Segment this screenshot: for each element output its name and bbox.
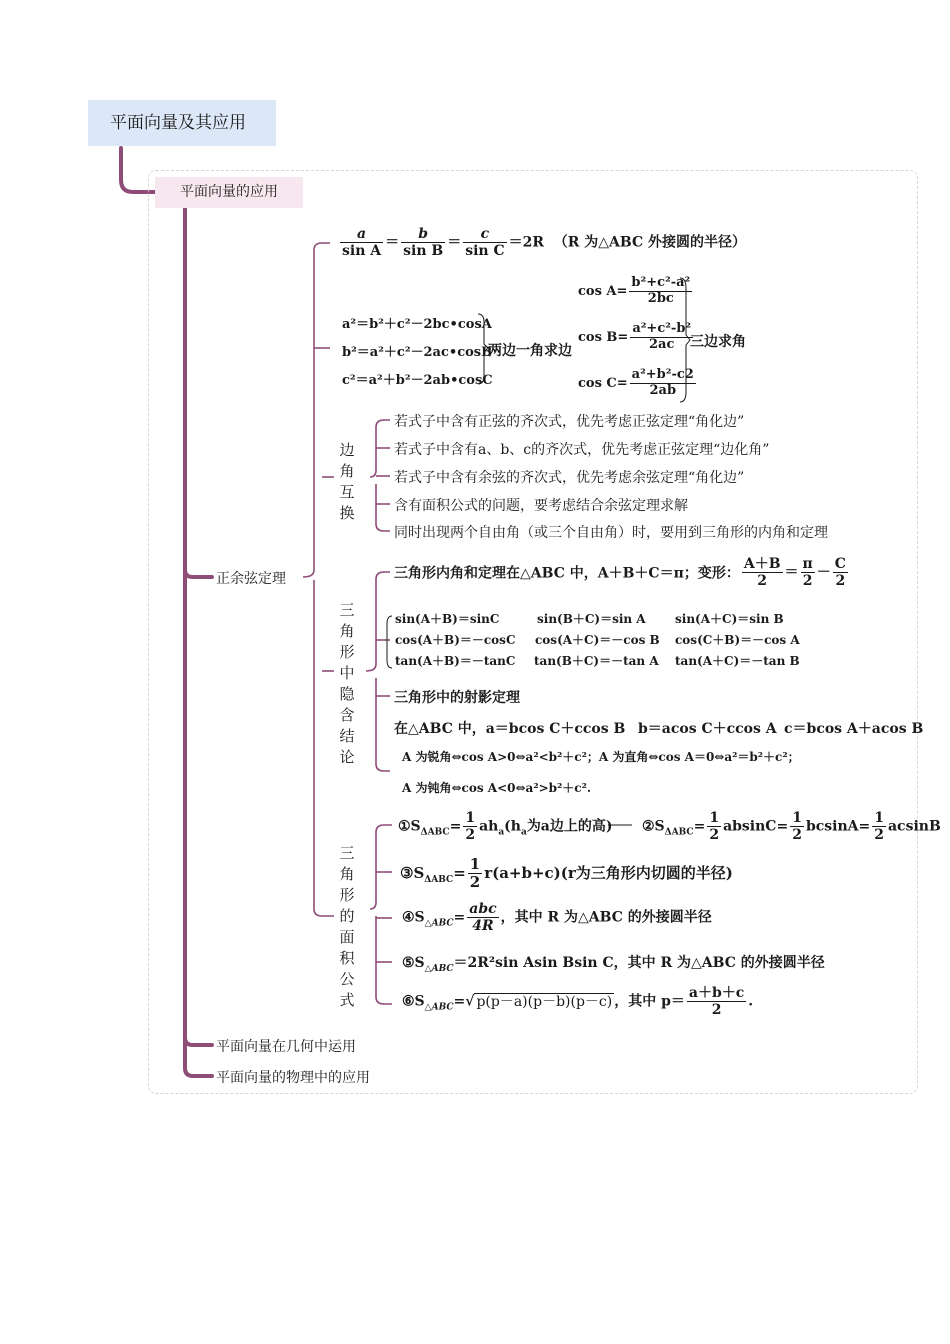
grid-cell: cos(A＋B)＝－cosC: [395, 633, 516, 647]
grid-cell: cos(A＋C)＝－cos B: [535, 633, 660, 647]
area-label[interactable]: 三角形的面积公式: [339, 844, 355, 1009]
cosine-eq-2: b²＝a²＋c²－2ac•cosB: [342, 345, 493, 360]
cosB-formula: cos B= $\frac{\text{a²+c²-b²}}{2ac}$: [578, 321, 692, 352]
sine-law: $\frac{a}{\text{sin A}}$ ＝ $\frac{b}{\text{sin B}}$ ＝ $\frac{c}{\text{sin C}}$ ＝2R （R 为△ABC 外接圆的半径）: [342, 226, 747, 260]
area-formula-4: $④S_{\triangle ABC}=$ $\frac{\text{abc}}{4R}$ ，其中 R 为△ABC 的外接圆半径: [402, 901, 712, 935]
frac-c: $\frac{c}{\text{sin C}}$: [465, 226, 505, 260]
side-angle-item-4: 含有面积公式的问题，要考虑结合余弦定理求解: [394, 498, 688, 514]
cosine-eq-3: c²＝a²＋b²－2ab•cosC: [342, 373, 493, 388]
angle-sum-theorem: 三角形内角和定理在△ABC 中，A＋B＋C＝π；变形： $\frac{A+B}{2}$ ＝ $\frac{\pi}{2}$ － $\frac{C}{2}$: [394, 556, 846, 590]
frac-a: $\frac{a}{\text{sin A}}$: [342, 226, 382, 260]
node-physics[interactable]: 平面向量的物理中的应用: [216, 1070, 370, 1086]
grid-cell: sin(A＋B)＝sinC: [395, 612, 500, 626]
side-angle-label[interactable]: 边角互换: [339, 441, 355, 522]
area-formula-2: $②S_{\Delta ABC}=$ $\frac{1}{2}$ absinC= $\frac{1}{2}$ bcsinA= $\frac{1}{2}$ acsinB: [642, 810, 941, 844]
frac-b: $\frac{b}{\text{sin B}}$: [403, 226, 444, 260]
grid-cell: cos(C＋B)＝－cos A: [675, 633, 800, 647]
grid-cell: tan(B＋C)＝－tan A: [534, 654, 659, 668]
level1-node[interactable]: 平面向量的应用: [155, 177, 303, 208]
area-formula-6: $⑥S_{\triangle ABC}=√$ p(p－a)(p－b)(p－c) ，其中 p＝ $\frac{a+b+c}{2}$ .: [402, 985, 754, 1019]
area-formula-5: $⑤S_{\triangle ABC}=2R^2\sin$ Asin Bsin C，其中 R 为△ABC 的外接圆半径: [402, 955, 825, 974]
projection-title: 三角形中的射影定理: [394, 690, 520, 706]
grid-cell: sin(B＋C)＝sin A: [537, 612, 646, 626]
hidden-label[interactable]: 三角形中隐含结论: [339, 601, 355, 766]
obtuse-angle: A 为钝角⇔cos A<0⇔a²>b²＋c².: [402, 781, 592, 795]
side-angle-item-3: 若式子中含有余弦的齐次式，优先考虑余弦定理“角化边”: [394, 470, 745, 486]
node-law[interactable]: 正余弦定理: [216, 571, 286, 587]
area-formula-3: $③S_{\Delta ABC}=$ $\frac{1}{2}$ r(a+b+c)(r为三角形内切圆的半径): [400, 855, 733, 892]
grid-cell: sin(A＋C)＝sin B: [675, 612, 784, 626]
projection-2: b＝acos C＋ccos A: [638, 721, 777, 737]
node-geometry[interactable]: 平面向量在几何中运用: [216, 1039, 356, 1055]
side-angle-item-5: 同时出现两个自由角（或三个自由角）时，要用到三角形的内角和定理: [394, 525, 828, 541]
side-angle-item-1: 若式子中含有正弦的齐次式，优先考虑正弦定理“角化边”: [394, 414, 745, 430]
root-node[interactable]: 平面向量及其应用: [88, 100, 276, 146]
cosA-formula: cos A= $\frac{\text{b²+c²-a²}}{2bc}$: [578, 275, 691, 306]
projection-3: c＝bcos A＋acos B: [784, 721, 924, 737]
side-angle-item-2: 若式子中含有a、b、c的齐次式，优先考虑正弦定理“边化角”: [394, 442, 770, 458]
three-sides-angle: 三边求角: [690, 334, 746, 350]
grid-cell: tan(A＋B)＝－tanC: [395, 654, 516, 668]
cosine-eq-1: a²＝b²＋c²－2bc•cosA: [342, 317, 492, 332]
two-sides-one-angle: 两边一角求边: [488, 343, 572, 359]
acute-right-angle: A 为锐角⇔cos A>0⇔a²<b²＋c²；A 为直角⇔cos A＝0⇔a²＝b²＋c²；: [402, 750, 800, 764]
grid-cell: tan(A＋C)＝－tan B: [675, 654, 800, 668]
cosC-formula: cos C= $\frac{\text{a²+b²-c2}}{2ab}$: [578, 367, 694, 398]
projection-1: 在△ABC 中，a＝bcos C＋ccos B: [394, 721, 626, 737]
area-formula-1: $①S_{\Delta ABC}=$ $\frac{1}{2}$ $ah_a(h_a$为a边上的高): [398, 810, 613, 844]
